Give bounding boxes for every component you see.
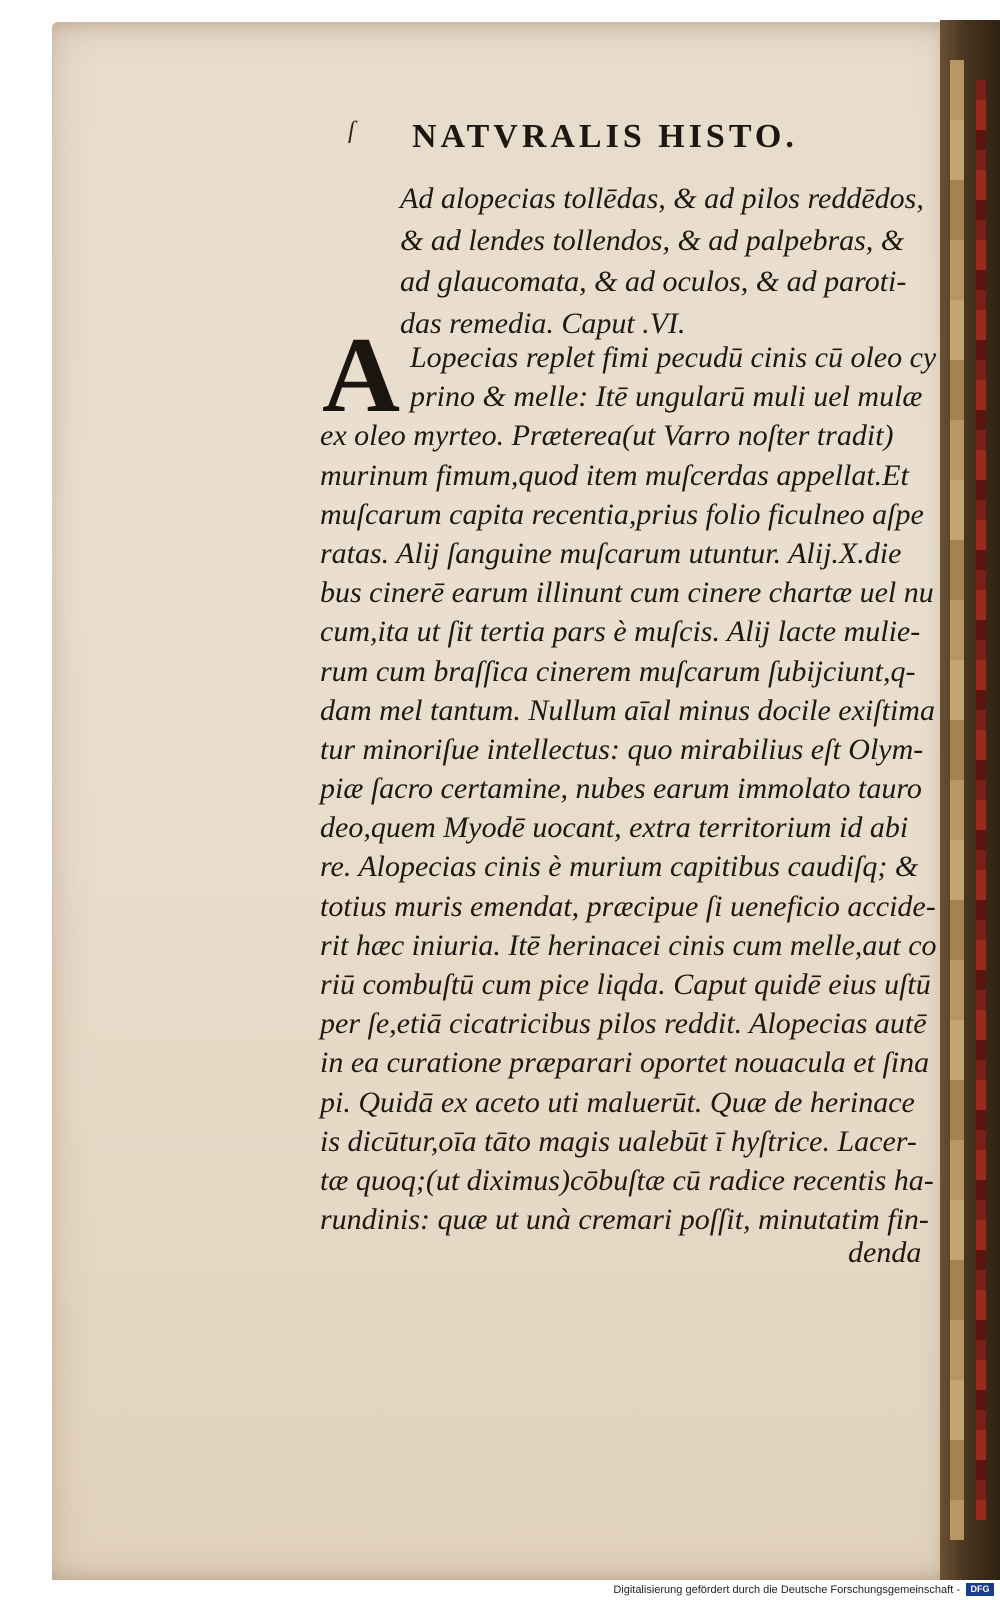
text-line: rum cum braſſica cinerem muſcarum ſubijciunt,q-	[320, 654, 916, 688]
text-line: rundinis: quæ ut unà cremari poſſit, minutatim fin-	[320, 1203, 929, 1237]
marginal-mark: ſ	[348, 118, 355, 144]
body-text	[320, 338, 940, 1239]
text-line: cum,ita ut ſit tertia pars è muſcis. Alij lacte mulie-	[320, 615, 921, 649]
text-line: riū combuſtū cum pice liqda. Caput quidē eius uſtū	[320, 968, 931, 1001]
text-line: ex oleo myrteo. Præterea(ut Varro noſter tradit)	[320, 419, 894, 453]
dfg-logo-icon: DFG	[966, 1583, 994, 1596]
text-line: totius muris emendat, præcipue ſi ueneficio accide-	[320, 889, 936, 923]
text-line: ratas. Alij ſanguine muſcarum utuntur. Alij.X.die	[320, 536, 902, 570]
bleed-through-shadow	[170, 108, 310, 168]
text-line: deo,quem Myodē uocant, extra territorium id abi	[320, 811, 909, 845]
chapter-title	[400, 178, 930, 344]
chapter-title-line: Ad alopecias tollēdas, & ad pilos reddēdos,	[400, 182, 924, 215]
text-line: murinum fimum,quod item muſcerdas appellat.Et	[320, 458, 909, 492]
spine-red-edge	[976, 80, 986, 1520]
text-line: rit hæc iniuria. Itē herinacei cinis cum melle,aut co	[320, 928, 937, 962]
text-line: re. Alopecias cinis è murium capitibus caudiſq; &	[320, 850, 919, 884]
text-line: tur minoriſue intellectus: quo mirabilius eſt Olym-	[320, 732, 924, 766]
text-line: tæ quoq;(ut diximus)cōbuſtæ cū radice recentis ha-	[320, 1163, 934, 1197]
text-line: Lopecias replet fimi pecudū cinis cū oleo cy	[410, 341, 937, 374]
chapter-title-line: & ad lendes tollendos, & ad palpebras, &	[400, 223, 905, 257]
catchword: denda	[848, 1236, 922, 1269]
text-line: prino & melle: Itē ungularū muli uel mulæ	[410, 380, 923, 414]
drop-cap-initial: A	[322, 316, 400, 435]
digitization-footer	[0, 1580, 1000, 1600]
text-line: per ſe,etiā cicatricibus pilos reddit. Alopecias autē	[320, 1007, 927, 1041]
footer-credit: Digitalisierung gefördert durch die Deutsche Forschungsgemeinschaft -	[613, 1584, 960, 1596]
text-line: in ea curatione præparari oportet nouacula et ſina	[320, 1046, 930, 1080]
chapter-title-line: ad glaucomata, & ad oculos, & ad paroti-	[400, 265, 907, 298]
spine-edge-strip	[950, 60, 964, 1540]
text-line: is dicūtur,oīa tāto magis ualebūt ī hyſtrice. Lacer-	[320, 1124, 917, 1158]
chapter-title-line: das remedia. Caput .VI.	[400, 306, 686, 340]
text-line: bus cinerē earum illinunt cum cinere chartæ uel nu	[320, 576, 934, 610]
running-header: NATVRALIS HISTO.	[412, 118, 798, 155]
book-spine	[940, 20, 1000, 1582]
text-line: piæ ſacro certamine, nubes earum immolato tauro	[320, 772, 922, 806]
text-line: pi. Quidā ex aceto uti maluerūt. Quæ de herinace	[320, 1085, 915, 1119]
text-line: dam mel tantum. Nullum aīal minus docile exiſtima	[320, 693, 935, 727]
text-line: muſcarum capita recentia,prius folio ficulneo aſpe	[320, 497, 924, 531]
